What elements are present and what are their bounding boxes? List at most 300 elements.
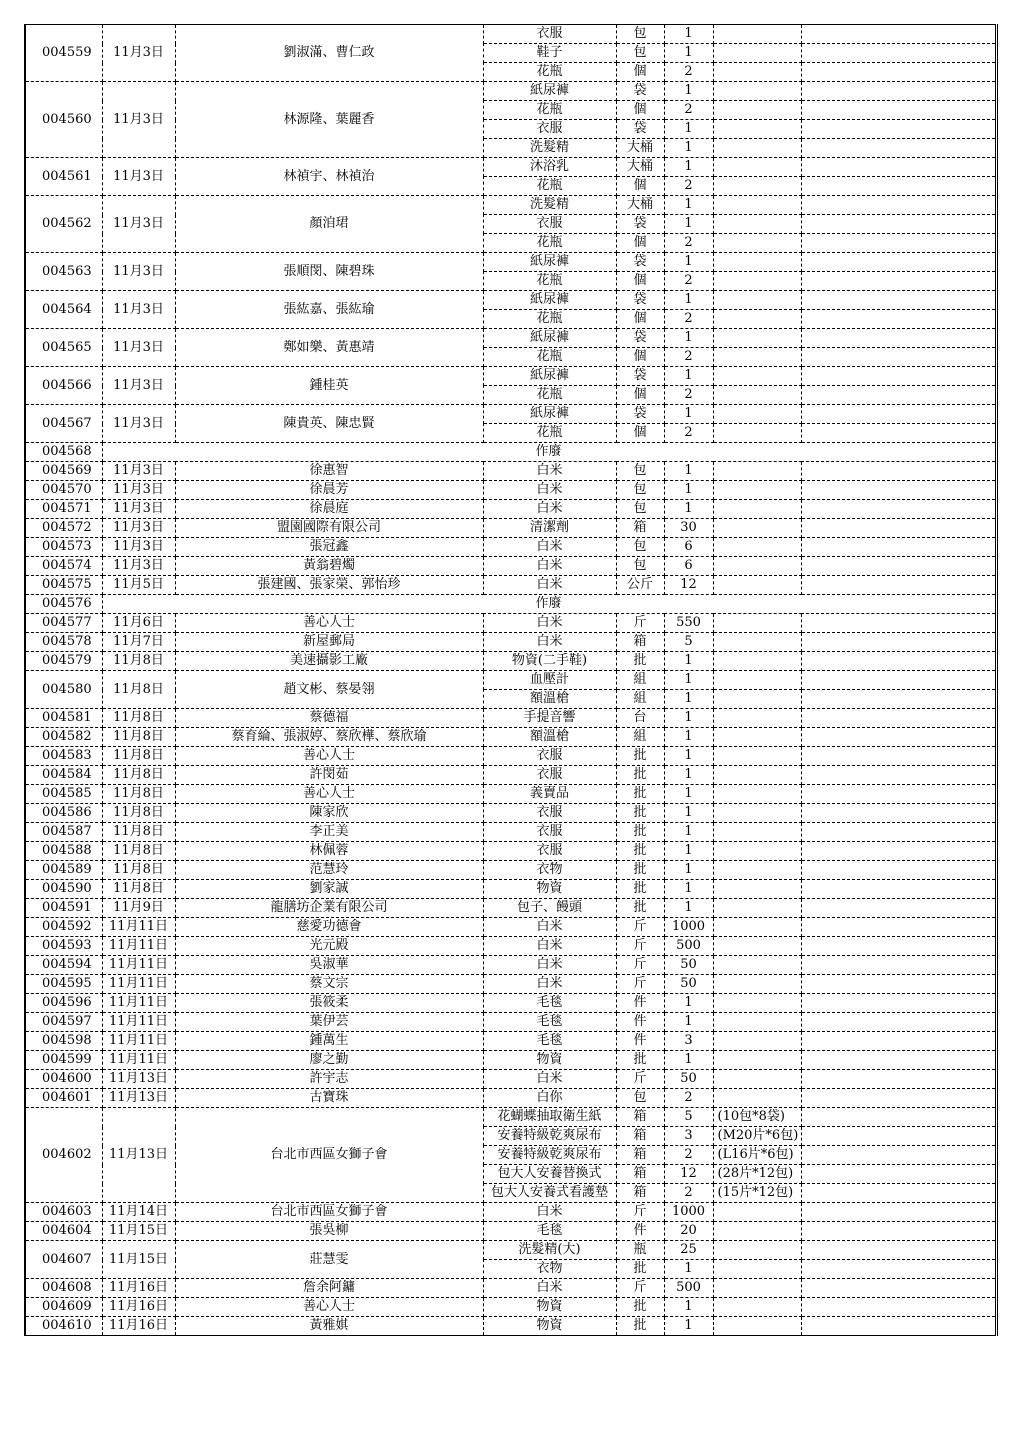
- blank-cell: [801, 500, 996, 519]
- item-note: (10包*8袋): [713, 1108, 801, 1127]
- item-unit: 件: [616, 994, 664, 1013]
- donation-date: 11月8日: [102, 709, 175, 728]
- record-number: 004594: [25, 956, 102, 975]
- item-quantity: 1: [664, 405, 713, 424]
- donor-name: 鄭如樂、黃惠靖: [175, 329, 483, 367]
- item-quantity: 5: [664, 1108, 713, 1127]
- blank-cell: [801, 310, 996, 329]
- item-quantity: 1: [664, 709, 713, 728]
- donation-date: 11月11日: [102, 1013, 175, 1032]
- item-name: 紙尿褲: [483, 329, 616, 348]
- table-row: [25, 709, 996, 728]
- table-row: [25, 804, 996, 823]
- donation-date: 11月8日: [102, 652, 175, 671]
- table-row: [25, 1051, 996, 1070]
- item-quantity: 3: [664, 1127, 713, 1146]
- donation-date: 11月14日: [102, 1203, 175, 1222]
- item-name: 義賣品: [483, 785, 616, 804]
- item-name: 物資: [483, 880, 616, 899]
- blank-cell: [801, 1222, 996, 1241]
- item-note: [713, 880, 801, 899]
- table-row: [25, 918, 996, 937]
- donation-date: 11月11日: [102, 918, 175, 937]
- blank-cell: [801, 158, 996, 177]
- donation-ledger: [24, 24, 998, 1336]
- item-name: 花瓶: [483, 63, 616, 82]
- item-unit: 個: [616, 424, 664, 443]
- item-quantity: 1: [664, 1317, 713, 1336]
- item-quantity: 1: [664, 880, 713, 899]
- item-note: [713, 1241, 801, 1260]
- table-row: [25, 861, 996, 880]
- table-row: [25, 1203, 996, 1222]
- table-row: [25, 652, 996, 671]
- donor-name: 善心人士: [175, 614, 483, 633]
- donation-date: 11月15日: [102, 1222, 175, 1241]
- donor-name: 美速攝影工廠: [175, 652, 483, 671]
- blank-cell: [801, 956, 996, 975]
- item-note: [713, 861, 801, 880]
- record-number: 004587: [25, 823, 102, 842]
- table-row: [25, 1089, 996, 1108]
- blank-cell: [801, 1317, 996, 1336]
- donation-date: 11月5日: [102, 576, 175, 595]
- item-name: 洗髮精: [483, 139, 616, 158]
- item-unit: 包: [616, 25, 664, 44]
- donor-name: 林佩蓉: [175, 842, 483, 861]
- item-name: 衣物: [483, 1260, 616, 1279]
- record-number: 004589: [25, 861, 102, 880]
- donation-date: 11月9日: [102, 899, 175, 918]
- item-note: [713, 633, 801, 652]
- item-note: [713, 1298, 801, 1317]
- item-unit: 批: [616, 766, 664, 785]
- item-note: [713, 519, 801, 538]
- record-number: 004561: [25, 158, 102, 196]
- item-quantity: 1: [664, 500, 713, 519]
- donor-name: 台北市西區女獅子會: [175, 1203, 483, 1222]
- table-row: [25, 728, 996, 747]
- table-row: [25, 994, 996, 1013]
- donor-name: 鍾萬生: [175, 1032, 483, 1051]
- item-quantity: 1: [664, 823, 713, 842]
- donor-name: 張冠鑫: [175, 538, 483, 557]
- item-note: [713, 1051, 801, 1070]
- donor-name: 林禎宇、林禎治: [175, 158, 483, 196]
- item-note: [713, 766, 801, 785]
- donation-date: 11月11日: [102, 1051, 175, 1070]
- item-quantity: 2: [664, 348, 713, 367]
- donation-date: 11月15日: [102, 1241, 175, 1279]
- blank-cell: [801, 823, 996, 842]
- item-name: 物資: [483, 1298, 616, 1317]
- blank-cell: [801, 652, 996, 671]
- blank-cell: [801, 785, 996, 804]
- record-number: 004568: [25, 443, 102, 462]
- blank-cell: [801, 1184, 996, 1203]
- item-quantity: 1: [664, 747, 713, 766]
- item-name: 衣服: [483, 823, 616, 842]
- item-quantity: 12: [664, 1165, 713, 1184]
- blank-cell: [801, 348, 996, 367]
- table-row: [25, 1241, 996, 1260]
- item-unit: 批: [616, 652, 664, 671]
- donor-name: 鍾桂英: [175, 367, 483, 405]
- record-number: 004560: [25, 82, 102, 158]
- void-label: 作廢: [102, 443, 996, 462]
- table-row: [25, 538, 996, 557]
- item-note: [713, 785, 801, 804]
- item-quantity: 1: [664, 1260, 713, 1279]
- item-name: 白米: [483, 956, 616, 975]
- table-row: [25, 899, 996, 918]
- item-note: [713, 728, 801, 747]
- item-name: 衣服: [483, 215, 616, 234]
- table-row: [25, 196, 996, 215]
- item-name: 沐浴乳: [483, 158, 616, 177]
- table-row: [25, 785, 996, 804]
- item-quantity: 30: [664, 519, 713, 538]
- item-name: 白米: [483, 633, 616, 652]
- table-row: [25, 956, 996, 975]
- blank-cell: [801, 215, 996, 234]
- table-row: [25, 595, 996, 614]
- item-name: 白米: [483, 937, 616, 956]
- item-unit: 袋: [616, 329, 664, 348]
- item-unit: 個: [616, 101, 664, 120]
- item-note: [713, 918, 801, 937]
- donor-name: 劉家誠: [175, 880, 483, 899]
- donation-date: 11月6日: [102, 614, 175, 633]
- item-name: 紙尿褲: [483, 367, 616, 386]
- blank-cell: [801, 291, 996, 310]
- item-name: 白米: [483, 1279, 616, 1298]
- item-note: [713, 614, 801, 633]
- item-name: 物資: [483, 1051, 616, 1070]
- blank-cell: [801, 424, 996, 443]
- item-unit: 袋: [616, 215, 664, 234]
- item-note: [713, 386, 801, 405]
- blank-cell: [801, 747, 996, 766]
- blank-cell: [801, 1013, 996, 1032]
- record-number: 004574: [25, 557, 102, 576]
- table-row: [25, 367, 996, 386]
- donor-name: 善心人士: [175, 785, 483, 804]
- record-number: 004577: [25, 614, 102, 633]
- item-unit: 箱: [616, 519, 664, 538]
- item-name: 衣物: [483, 861, 616, 880]
- item-unit: 個: [616, 177, 664, 196]
- blank-cell: [801, 994, 996, 1013]
- item-quantity: 1: [664, 1298, 713, 1317]
- donation-date: 11月11日: [102, 956, 175, 975]
- item-note: [713, 1203, 801, 1222]
- item-name: 花瓶: [483, 310, 616, 329]
- item-quantity: 5: [664, 633, 713, 652]
- donor-name: 龍膳坊企業有限公司: [175, 899, 483, 918]
- record-number: 004576: [25, 595, 102, 614]
- item-unit: 斤: [616, 1203, 664, 1222]
- item-unit: 個: [616, 63, 664, 82]
- item-note: (28片*12包): [713, 1165, 801, 1184]
- item-unit: 件: [616, 1032, 664, 1051]
- blank-cell: [801, 139, 996, 158]
- item-quantity: 1: [664, 120, 713, 139]
- donation-date: 11月8日: [102, 747, 175, 766]
- blank-cell: [801, 367, 996, 386]
- donor-name: 廖之勤: [175, 1051, 483, 1070]
- item-note: [713, 1222, 801, 1241]
- item-unit: 批: [616, 823, 664, 842]
- item-note: [713, 253, 801, 272]
- donor-name: 趙文彬、蔡晏翎: [175, 671, 483, 709]
- item-unit: 台: [616, 709, 664, 728]
- item-note: [713, 956, 801, 975]
- donor-name: 黃雅娸: [175, 1317, 483, 1336]
- record-number: 004588: [25, 842, 102, 861]
- donor-name: 莊慧雯: [175, 1241, 483, 1279]
- table-row: [25, 82, 996, 101]
- donor-name: 許閔茹: [175, 766, 483, 785]
- record-number: 004575: [25, 576, 102, 595]
- donation-date: 11月3日: [102, 367, 175, 405]
- donation-date: 11月3日: [102, 481, 175, 500]
- item-unit: 大桶: [616, 139, 664, 158]
- blank-cell: [801, 633, 996, 652]
- item-quantity: 1: [664, 994, 713, 1013]
- record-number: 004607: [25, 1241, 102, 1279]
- item-unit: 箱: [616, 1108, 664, 1127]
- record-number: 004609: [25, 1298, 102, 1317]
- item-unit: 批: [616, 804, 664, 823]
- item-note: [713, 1032, 801, 1051]
- blank-cell: [801, 1241, 996, 1260]
- item-name: 包大人安養替換式: [483, 1165, 616, 1184]
- item-name: 清潔劑: [483, 519, 616, 538]
- blank-cell: [801, 937, 996, 956]
- table-row: [25, 481, 996, 500]
- item-note: [713, 291, 801, 310]
- blank-cell: [801, 44, 996, 63]
- donation-date: 11月11日: [102, 1032, 175, 1051]
- item-unit: 袋: [616, 120, 664, 139]
- item-unit: 包: [616, 500, 664, 519]
- item-name: 花瓶: [483, 177, 616, 196]
- item-quantity: 1: [664, 25, 713, 44]
- item-note: [713, 120, 801, 139]
- item-unit: 袋: [616, 405, 664, 424]
- record-number: 004559: [25, 25, 102, 82]
- donor-name: 光元殿: [175, 937, 483, 956]
- item-note: [713, 994, 801, 1013]
- item-name: 衣服: [483, 25, 616, 44]
- item-unit: 大桶: [616, 158, 664, 177]
- donation-date: 11月3日: [102, 519, 175, 538]
- item-quantity: 2: [664, 1089, 713, 1108]
- donation-date: 11月11日: [102, 975, 175, 994]
- item-name: 洗髮精(大): [483, 1241, 616, 1260]
- donor-name: 徐惠智: [175, 462, 483, 481]
- item-unit: 包: [616, 462, 664, 481]
- donation-date: 11月3日: [102, 500, 175, 519]
- table-row: [25, 671, 996, 690]
- blank-cell: [801, 1146, 996, 1165]
- item-quantity: 50: [664, 975, 713, 994]
- item-note: [713, 538, 801, 557]
- item-note: [713, 557, 801, 576]
- item-quantity: 1000: [664, 1203, 713, 1222]
- donation-date: 11月11日: [102, 994, 175, 1013]
- item-name: 白米: [483, 462, 616, 481]
- item-quantity: 2: [664, 272, 713, 291]
- item-quantity: 1: [664, 899, 713, 918]
- item-quantity: 2: [664, 101, 713, 120]
- donation-date: 11月3日: [102, 253, 175, 291]
- blank-cell: [801, 975, 996, 994]
- item-unit: 斤: [616, 1070, 664, 1089]
- item-name: 額溫槍: [483, 728, 616, 747]
- blank-cell: [801, 1279, 996, 1298]
- donor-name: 台北市西區女獅子會: [175, 1108, 483, 1203]
- item-quantity: 20: [664, 1222, 713, 1241]
- item-quantity: 1: [664, 291, 713, 310]
- record-number: 004582: [25, 728, 102, 747]
- record-number: 004563: [25, 253, 102, 291]
- item-note: [713, 823, 801, 842]
- donor-name: 張吳柳: [175, 1222, 483, 1241]
- item-name: 花瓶: [483, 101, 616, 120]
- donor-name: 詹余阿鏞: [175, 1279, 483, 1298]
- donor-name: 新屋郵局: [175, 633, 483, 652]
- donor-name: 張順閔、陳碧珠: [175, 253, 483, 291]
- item-name: 紙尿褲: [483, 82, 616, 101]
- table-row: [25, 1317, 996, 1336]
- item-unit: 包: [616, 44, 664, 63]
- donation-date: 11月7日: [102, 633, 175, 652]
- item-name: 白米: [483, 975, 616, 994]
- record-number: 004596: [25, 994, 102, 1013]
- item-note: [713, 481, 801, 500]
- table-row: [25, 443, 996, 462]
- record-number: 004570: [25, 481, 102, 500]
- record-number: 004599: [25, 1051, 102, 1070]
- item-quantity: 1: [664, 1013, 713, 1032]
- blank-cell: [801, 462, 996, 481]
- item-name: 物資: [483, 1317, 616, 1336]
- blank-cell: [801, 63, 996, 82]
- item-name: 花瓶: [483, 386, 616, 405]
- blank-cell: [801, 1260, 996, 1279]
- donor-name: 善心人士: [175, 1298, 483, 1317]
- table-row: [25, 25, 996, 44]
- blank-cell: [801, 1032, 996, 1051]
- item-note: [713, 652, 801, 671]
- record-number: 004591: [25, 899, 102, 918]
- donation-date: 11月13日: [102, 1089, 175, 1108]
- item-name: 白米: [483, 614, 616, 633]
- donation-date: 11月3日: [102, 158, 175, 196]
- item-unit: 箱: [616, 1165, 664, 1184]
- item-note: [713, 196, 801, 215]
- donation-date: 11月11日: [102, 937, 175, 956]
- item-note: [713, 975, 801, 994]
- item-quantity: 12: [664, 576, 713, 595]
- item-unit: 斤: [616, 614, 664, 633]
- item-note: [713, 367, 801, 386]
- donation-date: 11月8日: [102, 728, 175, 747]
- item-unit: 批: [616, 880, 664, 899]
- item-note: [713, 215, 801, 234]
- item-note: [713, 747, 801, 766]
- donation-date: 11月8日: [102, 804, 175, 823]
- donation-date: 11月3日: [102, 462, 175, 481]
- item-name: 紙尿褲: [483, 405, 616, 424]
- item-name: 血壓計: [483, 671, 616, 690]
- item-unit: 批: [616, 861, 664, 880]
- blank-cell: [801, 576, 996, 595]
- item-note: [713, 1317, 801, 1336]
- item-unit: 斤: [616, 937, 664, 956]
- item-quantity: 1: [664, 785, 713, 804]
- item-name: 白米: [483, 918, 616, 937]
- item-name: 花瓶: [483, 348, 616, 367]
- item-unit: 組: [616, 690, 664, 709]
- item-quantity: 25: [664, 1241, 713, 1260]
- item-name: 洗髮精: [483, 196, 616, 215]
- item-note: [713, 671, 801, 690]
- item-quantity: 1: [664, 329, 713, 348]
- blank-cell: [801, 842, 996, 861]
- record-number: 004584: [25, 766, 102, 785]
- record-number: 004586: [25, 804, 102, 823]
- donation-date: 11月3日: [102, 538, 175, 557]
- donor-name: 蔡文宗: [175, 975, 483, 994]
- record-number: 004603: [25, 1203, 102, 1222]
- item-note: (15片*12包): [713, 1184, 801, 1203]
- item-unit: 個: [616, 348, 664, 367]
- item-unit: 組: [616, 728, 664, 747]
- donation-date: 11月13日: [102, 1108, 175, 1203]
- item-quantity: 550: [664, 614, 713, 633]
- item-name: 毛毯: [483, 1013, 616, 1032]
- table-row: [25, 329, 996, 348]
- item-quantity: 1: [664, 462, 713, 481]
- item-unit: 批: [616, 1298, 664, 1317]
- item-quantity: 1: [664, 728, 713, 747]
- item-quantity: 2: [664, 177, 713, 196]
- item-unit: 大桶: [616, 196, 664, 215]
- record-number: 004595: [25, 975, 102, 994]
- item-quantity: 1: [664, 671, 713, 690]
- blank-cell: [801, 766, 996, 785]
- item-quantity: 2: [664, 424, 713, 443]
- item-unit: 包: [616, 538, 664, 557]
- item-unit: 個: [616, 386, 664, 405]
- donor-name: 許宇志: [175, 1070, 483, 1089]
- item-quantity: 6: [664, 538, 713, 557]
- item-note: [713, 158, 801, 177]
- blank-cell: [801, 804, 996, 823]
- item-unit: 袋: [616, 82, 664, 101]
- item-name: 包大人安養式看護墊: [483, 1184, 616, 1203]
- donor-name: 黃翁碧燭: [175, 557, 483, 576]
- blank-cell: [801, 1165, 996, 1184]
- item-unit: 箱: [616, 633, 664, 652]
- item-note: [713, 690, 801, 709]
- item-note: [713, 500, 801, 519]
- table-row: [25, 158, 996, 177]
- donor-name: 顏洎珺: [175, 196, 483, 253]
